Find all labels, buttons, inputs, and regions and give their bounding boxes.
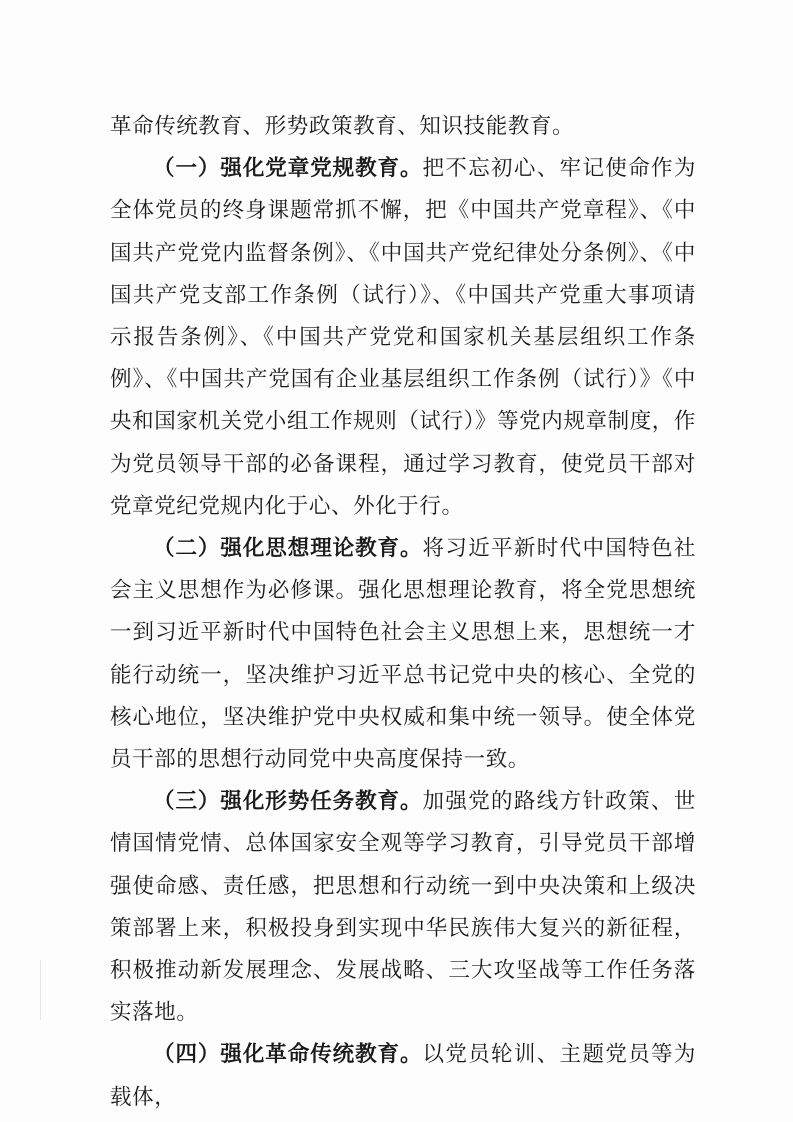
paragraph-text: 加强党的路线方针政策、世情国情党情、总体国家安全观等学习教育，引导党员干部增强使命感、责任感，把思想和行动统一到中央决策和上级决策部署上来，积极投身到实现中华民族伟大复兴的新征程，积极推动新发展理念、发展战略、三大攻坚战等工作任务落实落地。 [110, 789, 697, 1026]
paragraph-continuation [110, 106, 696, 148]
paragraph-situation-tasks [110, 781, 696, 1034]
paragraph-party-constitution [110, 148, 696, 528]
paragraph-heading: （二）强化思想理论教育。 [153, 536, 423, 562]
paragraph-heading: （一）强化党章党规教育。 [153, 156, 423, 182]
paragraph-ideological-theory [110, 528, 696, 781]
paragraph-text: 以党员轮训、主题党员等为载体， [110, 1042, 697, 1110]
scan-artifact-line [40, 960, 41, 1020]
paragraph-heading: （三）强化形势任务教育。 [153, 789, 423, 815]
paragraph-text: 将习近平新时代中国特色社会主义思想作为必修课。强化思想理论教育，将全党思想统一到习近平新时代中国特色社会主义思想上来，思想统一才能行动统一，坚决维护习近平总书记党中央的核心、全党的核心地位，坚决维护党中央权威和集中统一领导。使全体党员干部的思想行动同党中央高度保持一致。 [110, 536, 697, 773]
paragraph-text: 革命传统教育、形势政策教育、知识技能教育。 [110, 114, 575, 139]
document-body [110, 106, 696, 1119]
paragraph-revolutionary-tradition [110, 1034, 696, 1118]
paragraph-heading: （四）强化革命传统教育。 [153, 1042, 423, 1068]
paragraph-text: 把不忘初心、牢记使命作为全体党员的终身课题常抓不懈，把《中国共产党章程》、《中国共产党党内监督条例》、《中国共产党纪律处分条例》、《中国共产党支部工作条例（试行）》、《中国共产党重大事项请示报告条例》、《中国共产党党和国家机关基层组织工作条例》、《中国共产党国有企业基层组织工作条例（试行）》《中央和国家机关党小组工作规则（试行）》等党内规章制度，作为党员领导干部的必备课程，通过学习教育，使党员干部对党章党纪党规内化于心、外化于行。 [110, 156, 697, 519]
